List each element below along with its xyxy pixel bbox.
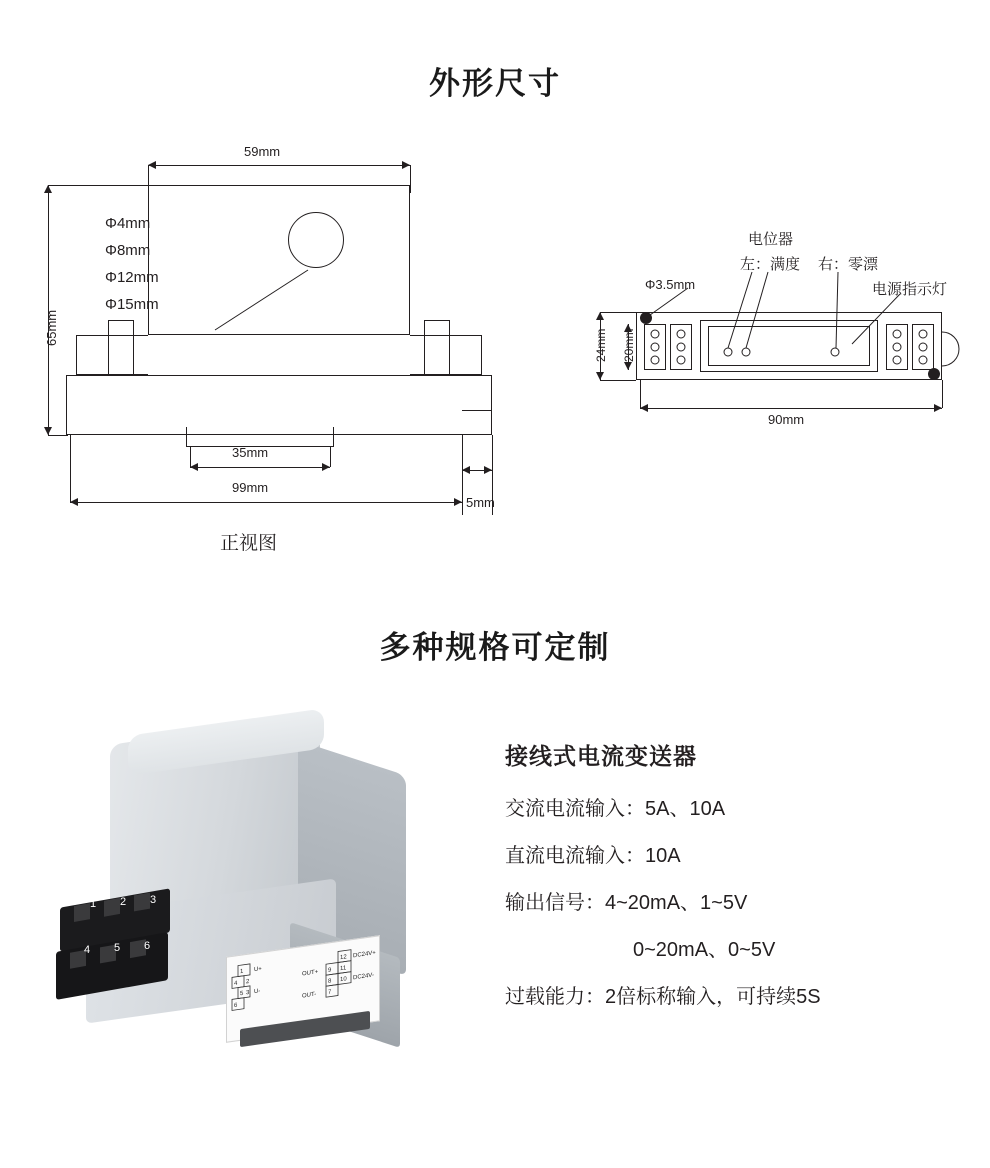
potentiometer-left-label: 左：满度 bbox=[740, 256, 801, 273]
svg-text:2: 2 bbox=[246, 978, 250, 986]
svg-text:8: 8 bbox=[328, 978, 332, 985]
ext-90-a bbox=[640, 380, 641, 408]
dim-line-rail bbox=[190, 467, 330, 468]
dim-arrow-bottom-left bbox=[70, 498, 78, 506]
ext-line-d bbox=[48, 435, 68, 436]
dim-label-24mm: 24mm bbox=[594, 328, 608, 362]
body-notch-right bbox=[424, 320, 450, 375]
terminal-number-6: 6 bbox=[144, 940, 151, 952]
svg-text:OUT+: OUT+ bbox=[302, 969, 319, 978]
ext-line-b bbox=[410, 165, 411, 193]
dim-label-bottom: 99mm bbox=[232, 480, 269, 495]
screw-size-label: Φ3.5mm bbox=[645, 277, 696, 292]
dim-arrow-90-left bbox=[640, 404, 648, 412]
dim-arrow-bottom-right bbox=[454, 498, 462, 506]
ext-line-c bbox=[48, 185, 148, 186]
dim-arrow-right bbox=[402, 161, 410, 169]
ext-line-e bbox=[190, 447, 191, 467]
hole-size-3: Φ12mm bbox=[105, 269, 159, 286]
svg-text:4: 4 bbox=[234, 980, 238, 988]
ext-line-f bbox=[330, 447, 331, 467]
front-view-caption: 正视图 bbox=[220, 533, 278, 554]
dim-label-90mm: 90mm bbox=[768, 412, 805, 427]
terminal-number-2: 2 bbox=[120, 896, 127, 908]
dim-arrow-up bbox=[44, 185, 52, 193]
terminal-number-1: 1 bbox=[90, 898, 97, 910]
ext-24-a bbox=[600, 312, 636, 313]
svg-text:7: 7 bbox=[328, 989, 332, 996]
svg-text:9: 9 bbox=[328, 967, 332, 974]
spec-title: 接线式电流变送器 bbox=[505, 743, 697, 769]
dim-line-bottom bbox=[70, 502, 462, 503]
page-title-dimensions: 外形尺寸 bbox=[429, 66, 561, 101]
hole-size-2: Φ8mm bbox=[105, 242, 151, 259]
hole-size-4: Φ15mm bbox=[105, 296, 159, 313]
product-photo bbox=[40, 700, 480, 1090]
dim-label-20mm: 20mm bbox=[622, 328, 636, 362]
hole-size-1: Φ4mm bbox=[105, 215, 151, 232]
spec-line-output-2: 0~20mA、0~5V bbox=[633, 939, 776, 961]
body-right-tab bbox=[462, 410, 492, 435]
ext-line-g bbox=[70, 435, 71, 502]
svg-text:OUT-: OUT- bbox=[302, 991, 317, 1000]
terminal-number-3: 3 bbox=[150, 894, 157, 906]
dim-arrow-5mm-right bbox=[484, 466, 492, 474]
dim-arrow-90-right bbox=[934, 404, 942, 412]
svg-text:6: 6 bbox=[234, 1002, 238, 1010]
spec-block bbox=[505, 738, 975, 1032]
dim-arrow-left bbox=[148, 161, 156, 169]
svg-text:10: 10 bbox=[340, 976, 347, 984]
spec-line-dc-input: 直流电流输入：10A bbox=[505, 845, 681, 867]
dim-arrow-rail-right bbox=[322, 463, 330, 471]
spec-line-ac-input: 交流电流输入：5A、10A bbox=[505, 798, 726, 820]
svg-text:12: 12 bbox=[340, 954, 347, 962]
terminal-number-5: 5 bbox=[114, 942, 121, 954]
dim-label-rail: 35mm bbox=[232, 445, 269, 460]
dim-arrow-24-up bbox=[596, 312, 604, 320]
svg-text:5: 5 bbox=[240, 990, 244, 998]
dim-arrow-rail-left bbox=[190, 463, 198, 471]
svg-text:11: 11 bbox=[340, 965, 347, 973]
body-notch-left bbox=[108, 320, 134, 375]
front-view-drawing bbox=[30, 130, 530, 560]
dim-line-90mm bbox=[640, 408, 942, 409]
dim-line-top bbox=[148, 165, 410, 166]
page-title-customizable: 多种规格可定制 bbox=[379, 630, 611, 665]
dim-label-height-left: 65mm bbox=[44, 309, 59, 346]
svg-text:DC24V+: DC24V+ bbox=[353, 950, 376, 960]
dim-arrow-24-down bbox=[596, 372, 604, 380]
ext-24-b bbox=[600, 380, 636, 381]
dim-arrow-20-down bbox=[624, 362, 632, 370]
dim-arrow-5mm-left bbox=[462, 466, 470, 474]
dim-label-5mm: 5mm bbox=[466, 495, 495, 510]
svg-text:1: 1 bbox=[240, 968, 244, 976]
terminal-number-4: 4 bbox=[84, 944, 91, 956]
power-led-label: 电源指示灯 bbox=[872, 281, 948, 298]
ext-90-b bbox=[942, 380, 943, 408]
side-view-details bbox=[600, 220, 980, 440]
din-rail-slot bbox=[186, 427, 334, 447]
ext-line-h bbox=[462, 435, 463, 515]
potentiometer-right-label: 右：零漂 bbox=[818, 256, 879, 273]
potentiometer-title: 电位器 bbox=[748, 231, 794, 248]
dim-label-width-top: 59mm bbox=[244, 144, 281, 159]
svg-text:DC24V-: DC24V- bbox=[353, 972, 374, 982]
svg-text:3: 3 bbox=[246, 989, 250, 997]
side-view-drawing bbox=[594, 220, 980, 440]
dim-arrow-down bbox=[44, 427, 52, 435]
aperture-leader-line bbox=[180, 230, 310, 340]
svg-text:U+: U+ bbox=[254, 966, 262, 974]
spec-line-output-1: 输出信号：4~20mA、1~5V bbox=[505, 892, 748, 914]
spec-line-overload: 过载能力：2倍标称输入，可持续5S bbox=[505, 986, 821, 1008]
body-base-outline bbox=[66, 375, 492, 435]
svg-text:U-: U- bbox=[254, 988, 261, 996]
